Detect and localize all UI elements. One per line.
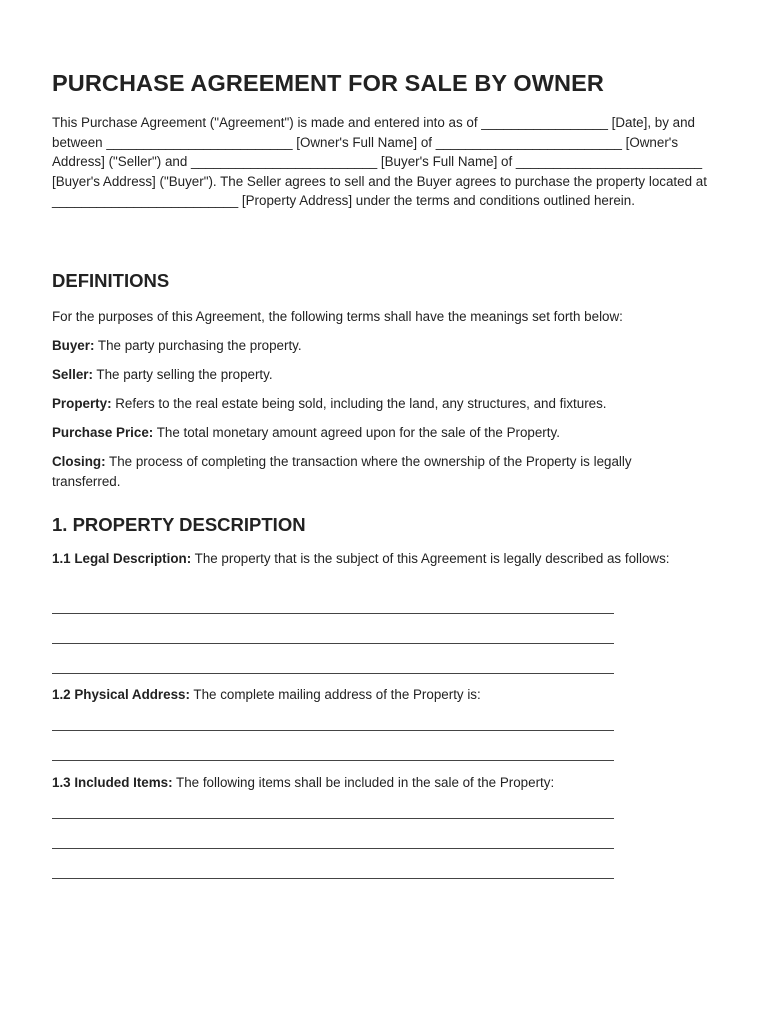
definition-term: Property: bbox=[52, 396, 112, 411]
definition-text: Refers to the real estate being sold, including the land, any structures, and fixtures. bbox=[111, 396, 607, 411]
definition-term: Purchase Price: bbox=[52, 425, 154, 440]
definitions-heading: DEFINITIONS bbox=[52, 270, 170, 291]
section-text: The following items shall be included in the sale of the Property: bbox=[172, 775, 555, 790]
definition-purchase-price bbox=[52, 423, 720, 443]
definition-property bbox=[52, 394, 720, 414]
definitions-lead: For the purposes of this Agreement, the following terms shall have the meanings set forth below: bbox=[52, 309, 623, 324]
definition-text: The process of completing the transaction where the ownership of the Property is legally transferred. bbox=[52, 454, 632, 489]
legal-description-line[interactable] bbox=[52, 643, 614, 644]
intro-paragraph: This Purchase Agreement ("Agreement") is made and entered into as of _________________ [Date], by and between _________________________ [Owner's Full Name] of _________________________ [Owner's Address] ("Seller") and _________________________ [Buyer's Full Name] of _________________________ [Buyer's Address] ("Buyer"). The Seller agrees to sell and the Buyer agrees to purchase the property located at _________________________ [Property Address] under the terms and conditions outlined herein. bbox=[52, 115, 707, 209]
included-items bbox=[52, 773, 720, 793]
legal-description-line[interactable] bbox=[52, 673, 614, 674]
definition-term: Seller: bbox=[52, 367, 93, 382]
definition-term: Closing: bbox=[52, 454, 106, 469]
definition-text: The party selling the property. bbox=[92, 367, 273, 382]
definition-text: The total monetary amount agreed upon for the sale of the Property. bbox=[153, 425, 560, 440]
section-term: 1.3 Included Items: bbox=[52, 775, 173, 790]
legal-description bbox=[52, 549, 720, 569]
definition-seller bbox=[52, 365, 720, 385]
definition-term: Buyer: bbox=[52, 338, 95, 353]
document-title: PURCHASE AGREEMENT FOR SALE BY OWNER bbox=[52, 70, 604, 96]
physical-address-line[interactable] bbox=[52, 730, 614, 731]
definition-text: The party purchasing the property. bbox=[94, 338, 302, 353]
legal-description-line[interactable] bbox=[52, 613, 614, 614]
section-term: 1.2 Physical Address: bbox=[52, 687, 190, 702]
definition-closing bbox=[52, 452, 692, 491]
definition-buyer bbox=[52, 336, 720, 356]
physical-address-line[interactable] bbox=[52, 760, 614, 761]
included-items-line[interactable] bbox=[52, 878, 614, 879]
included-items-line[interactable] bbox=[52, 848, 614, 849]
included-items-line[interactable] bbox=[52, 818, 614, 819]
section-term: 1.1 Legal Description: bbox=[52, 551, 192, 566]
section-text: The property that is the subject of this Agreement is legally described as follows: bbox=[191, 551, 670, 566]
physical-address bbox=[52, 685, 720, 705]
section-text: The complete mailing address of the Property is: bbox=[189, 687, 481, 702]
section-1-heading: 1. PROPERTY DESCRIPTION bbox=[52, 514, 306, 535]
